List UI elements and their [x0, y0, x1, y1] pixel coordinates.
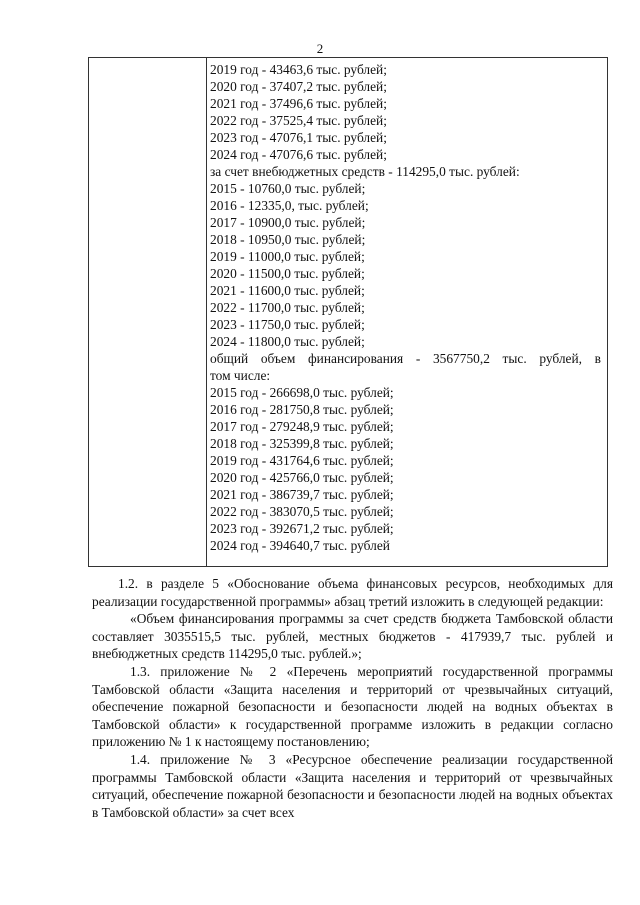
table-cell-financing — [210, 61, 601, 554]
paragraph-1-2: 1.2. в разделе 5 «Обоснование объема финансовых ресурсов, необходимых для реализации государственной программы» абзац третий изложить в следующей редакции: — [92, 576, 613, 609]
financing-line: 2019 год - 43463,6 тыс. рублей; — [210, 62, 387, 77]
paragraph-quote: «Объем финансирования программы за счет средств бюджета Тамбовской области составляет 3035515,5 тыс. рублей, местных бюджетов - 417939,7 тыс. рублей и внебюджетных средств 114295,0 тыс. рублей.»; — [92, 611, 613, 662]
financing-table — [88, 57, 608, 567]
page-number: 2 — [316, 41, 324, 56]
financing-line: 2020 год - 425766,0 тыс. рублей; — [210, 470, 394, 485]
table-column-divider — [206, 58, 207, 566]
financing-line: 2022 - 11700,0 тыс. рублей; — [210, 300, 365, 315]
financing-line: 2020 год - 37407,2 тыс. рублей; — [210, 79, 387, 94]
financing-line: 2019 - 11000,0 тыс. рублей; — [210, 249, 365, 264]
financing-lines-top — [210, 61, 601, 350]
financing-line: 2021 - 11600,0 тыс. рублей; — [210, 283, 365, 298]
body-text — [92, 575, 613, 821]
financing-line: 2020 - 11500,0 тыс. рублей; — [210, 266, 365, 281]
financing-line: 2016 - 12335,0, тыс. рублей; — [210, 198, 369, 213]
financing-line: 2017 год - 279248,9 тыс. рублей; — [210, 419, 394, 434]
financing-line: 2023 - 11750,0 тыс. рублей; — [210, 317, 365, 332]
paragraph-1-4: 1.4. приложение № 3 «Ресурсное обеспечение реализации государственной программы Тамбовской области «Защита населения и территорий от чрезвычайных ситуаций, обеспечение пожарной безопасности и безопасности людей на водных объектах в Тамбовской области» за счет всех — [92, 751, 613, 820]
financing-line: 2023 год - 392671,2 тыс. рублей; — [210, 521, 394, 536]
financing-line: 2018 год - 325399,8 тыс. рублей; — [210, 436, 394, 451]
financing-lines-bottom — [210, 384, 601, 554]
financing-line: за счет внебюджетных средств - 114295,0 тыс. рублей: — [210, 164, 520, 179]
financing-line: 2021 год - 386739,7 тыс. рублей; — [210, 487, 394, 502]
financing-line: 2021 год - 37496,6 тыс. рублей; — [210, 96, 387, 111]
total-financing-line-cont: том числе: — [210, 368, 271, 383]
financing-line: 2015 год - 266698,0 тыс. рублей; — [210, 385, 394, 400]
total-financing-line: общий объем финансирования - 3567750,2 тыс. рублей, в — [210, 351, 601, 366]
financing-line: 2022 год - 383070,5 тыс. рублей; — [210, 504, 394, 519]
financing-line: 2017 - 10900,0 тыс. рублей; — [210, 215, 366, 230]
financing-line: 2019 год - 431764,6 тыс. рублей; — [210, 453, 394, 468]
paragraph-1-3: 1.3. приложение № 2 «Перечень мероприятий государственной программы Тамбовской области «Защита населения и территорий от чрезвычайных ситуаций, обеспечение пожарной безопасности и безопасности людей на водных объектах в Тамбовской области» к государственной программе изложить в редакции согласно приложению № 1 к настоящему постановлению; — [92, 663, 613, 750]
financing-line: 2018 - 10950,0 тыс. рублей; — [210, 232, 366, 247]
financing-line: 2024 - 11800,0 тыс. рублей; — [210, 334, 365, 349]
financing-line: 2023 год - 47076,1 тыс. рублей; — [210, 130, 387, 145]
financing-line: 2022 год - 37525,4 тыс. рублей; — [210, 113, 387, 128]
financing-line: 2024 год - 47076,6 тыс. рублей; — [210, 147, 387, 162]
financing-line: 2024 год - 394640,7 тыс. рублей — [210, 538, 390, 553]
financing-line: 2016 год - 281750,8 тыс. рублей; — [210, 402, 394, 417]
financing-line: 2015 - 10760,0 тыс. рублей; — [210, 181, 366, 196]
